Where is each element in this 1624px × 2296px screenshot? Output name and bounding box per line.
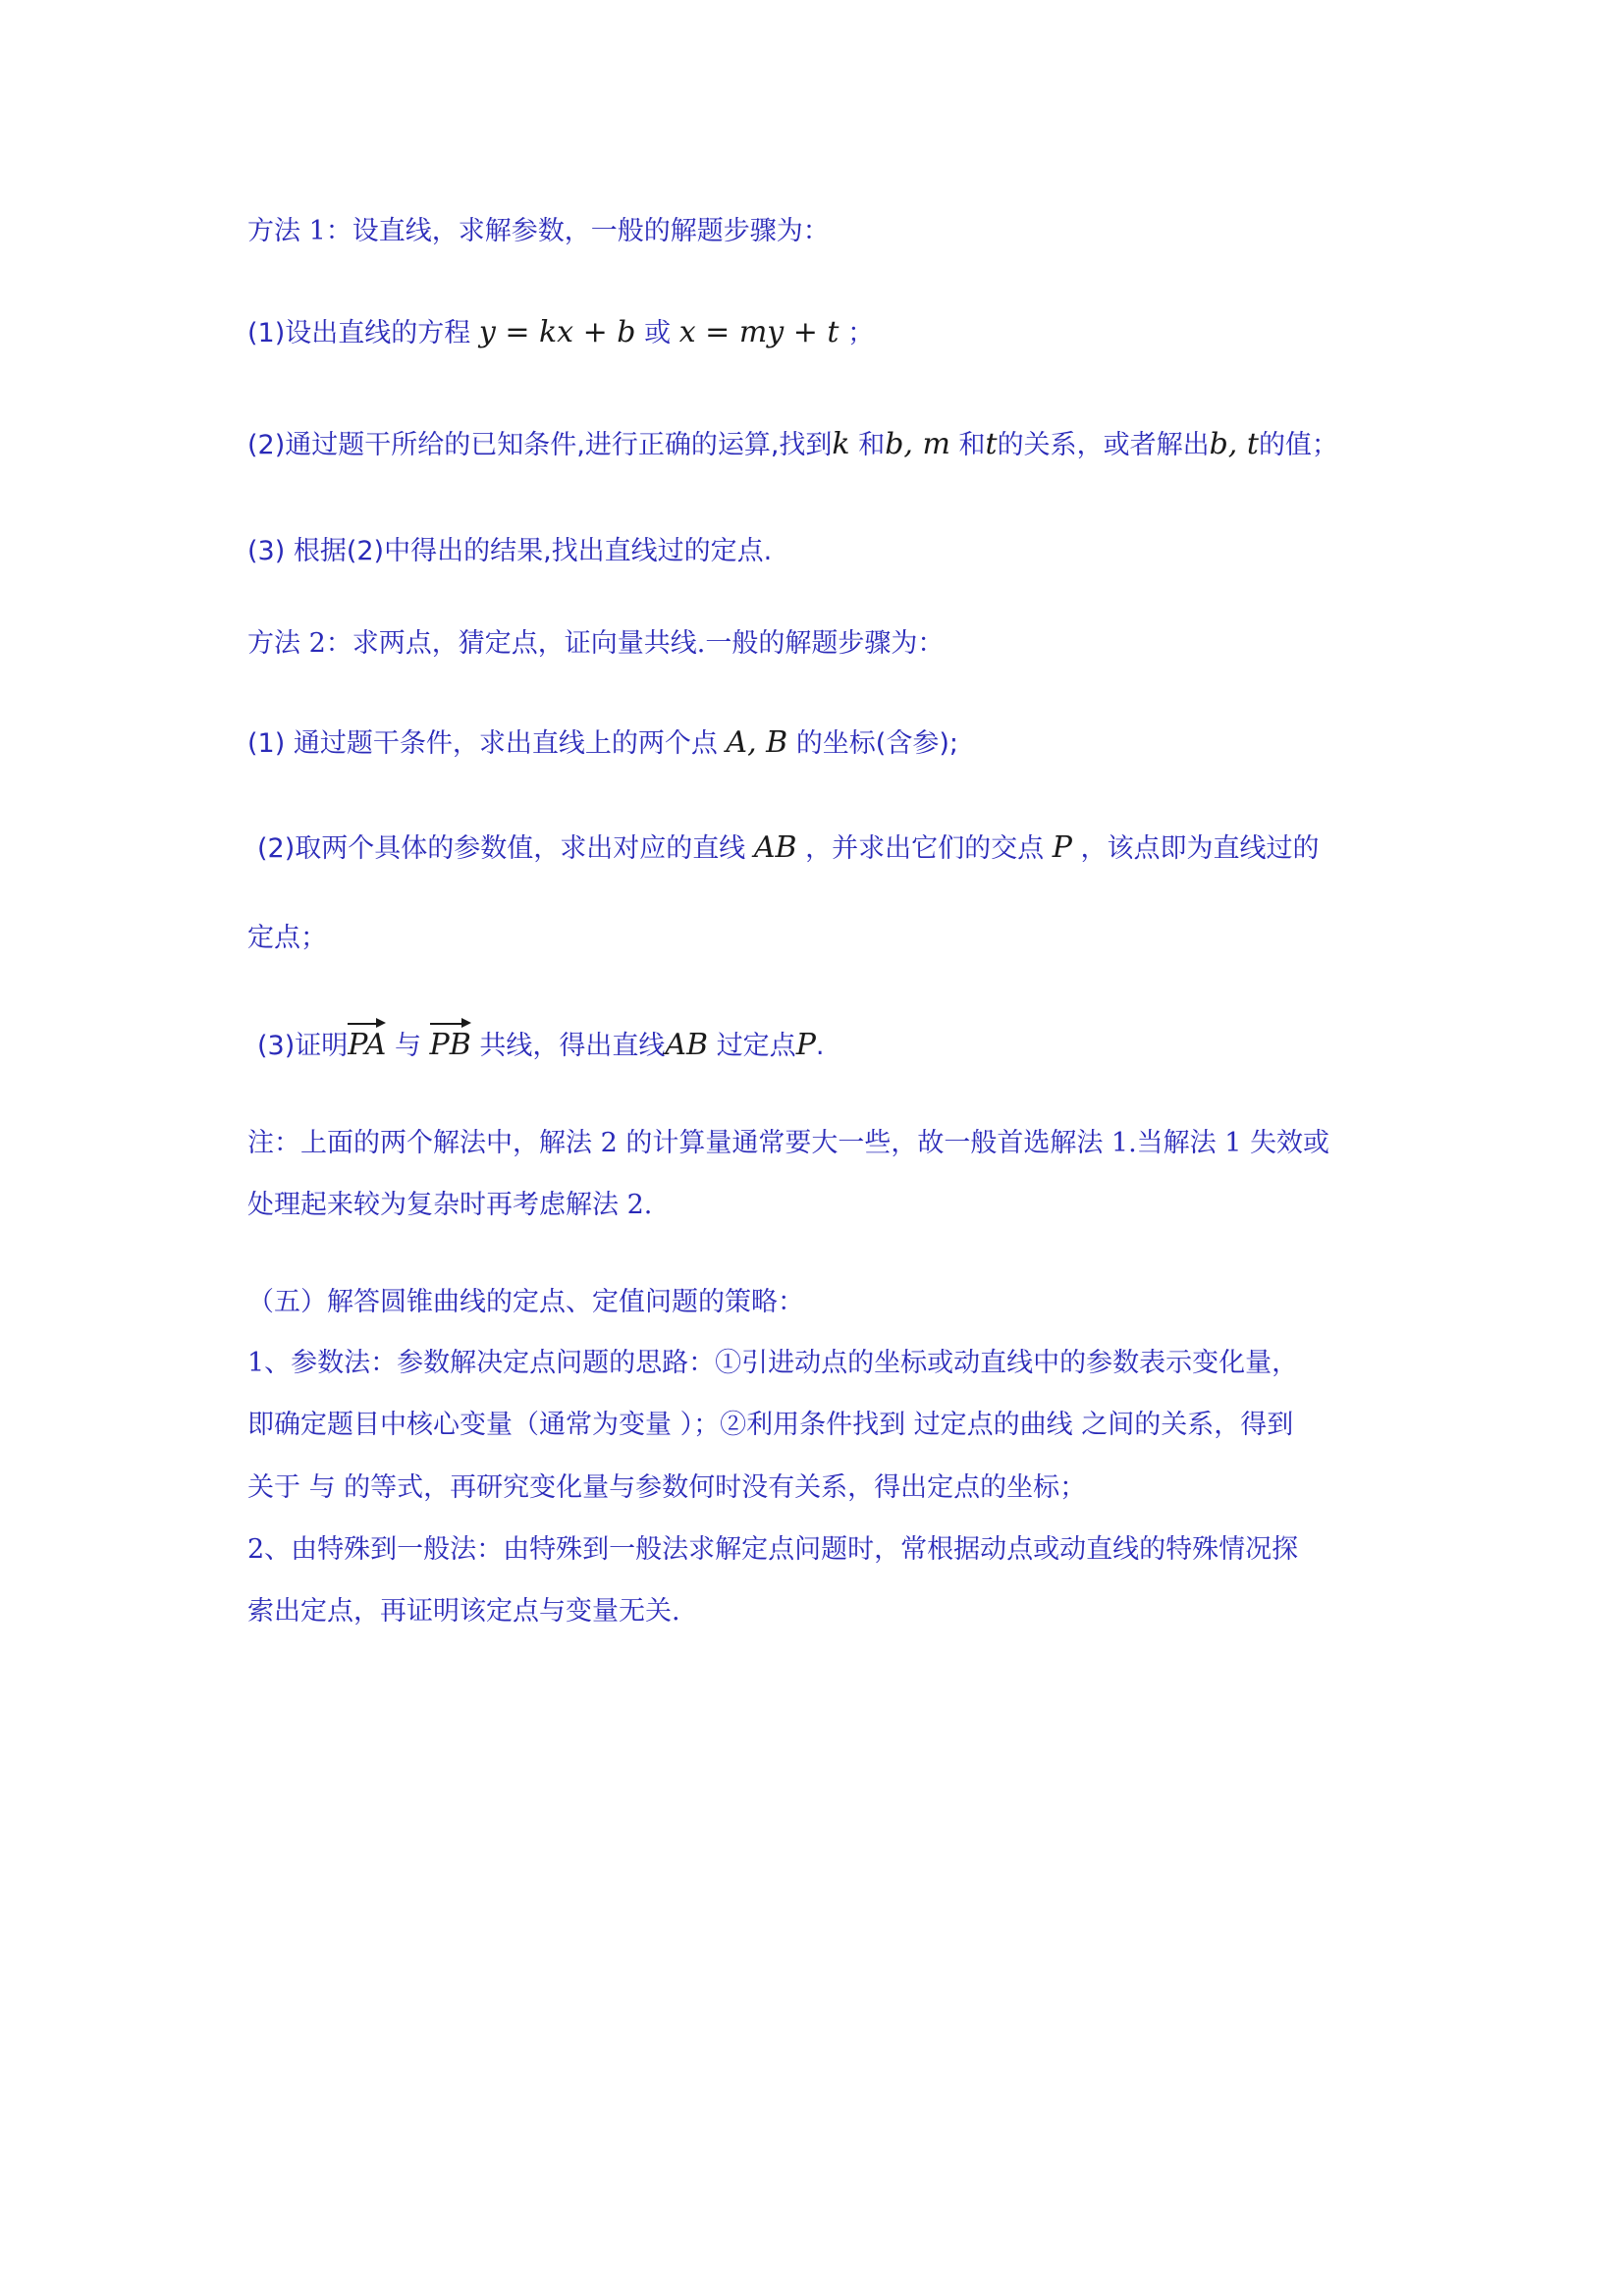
method-2-step-2-cont: 定点； (247, 923, 327, 953)
text: 或 (644, 318, 672, 348)
section-5-para-1-line-1: 1、参数法：参数解决定点问题的思路：①引进动点的坐标或动直线中的参数表示变化量， (247, 1348, 1299, 1378)
text: ； (847, 318, 875, 348)
math-t: t (985, 427, 998, 461)
text: 共线，得出直线 (479, 1031, 666, 1061)
text: 过定点 (716, 1031, 796, 1061)
method-1-step-2 (247, 428, 1386, 462)
note-line-1: 注：上面的两个解法中，解法 2 的计算量通常要大一些，故一般首选解法 1.当解法 1 失效或 (247, 1128, 1330, 1158)
method-1-step-3: (3) 根据(2)中得出的结果,找出直线过的定点. (247, 536, 773, 566)
section-5-para-2-line-2: 索出定点，再证明该定点与变量无关. (247, 1596, 680, 1627)
method-2-title: 方法 2：求两点，猜定点，证向量共线.一般的解题步骤为： (247, 628, 945, 659)
method-1-title: 方法 1：设直线，求解参数，一般的解题步骤为： (247, 216, 830, 246)
text: 与 (394, 1031, 421, 1061)
text: (2)取两个具体的参数值，求出对应的直线 (257, 833, 746, 864)
math-p: P (795, 1028, 816, 1062)
text: (2)通过题干所给的已知条件,进行正确的运算,找到 (247, 430, 833, 460)
math-p: P (1052, 830, 1072, 865)
text: ，并求出它们的交点 (805, 833, 1045, 864)
method-1-step-1 (247, 316, 1386, 350)
text: 的坐标(含参); (795, 728, 958, 759)
text: . (815, 1031, 825, 1061)
text: (1)设出直线的方程 (247, 318, 471, 348)
math-a-b: A, B (726, 725, 788, 760)
equation-y: y = kx + b (478, 315, 636, 349)
equation-x: x = my + t (678, 315, 839, 349)
section-5-para-1-line-3: 关于 与 的等式，再研究变化量与参数何时没有关系，得出定点的坐标； (247, 1472, 1087, 1503)
math-ab: AB (665, 1028, 709, 1062)
text: ，该点即为直线过的 (1080, 833, 1320, 864)
note-line-2: 处理起来较为复杂时再考虑解法 2. (247, 1190, 653, 1220)
text: (3)证明 (257, 1031, 349, 1061)
section-5-para-2-line-1: 2、由特殊到一般法：由特殊到一般法求解定点问题时，常根据动点或动直线的特殊情况探 (247, 1534, 1299, 1565)
vector-pb: PB (429, 1028, 471, 1062)
math-b-t: b, t (1209, 427, 1259, 461)
method-2-step-2 (257, 831, 1396, 866)
method-2-step-1 (247, 726, 1386, 761)
section-5-para-1-line-2: 即确定题目中核心变量（通常为变量 ）；②利用条件找到 过定点的曲线 之间的关系，得到 (247, 1410, 1294, 1440)
text: 的关系，或者解出 (997, 430, 1210, 460)
math-b-m: b, m (885, 427, 950, 461)
section-5-title: （五）解答圆锥曲线的定点、定值问题的策略： (247, 1287, 804, 1317)
text: (1) 通过题干条件，求出直线上的两个点 (247, 728, 718, 759)
method-2-step-3 (257, 1029, 1396, 1063)
text: 的值； (1258, 430, 1338, 460)
text: 和 (958, 430, 986, 460)
vector-pa: PA (348, 1028, 387, 1062)
math-k: k (832, 427, 850, 461)
text: 和 (858, 430, 886, 460)
math-ab: AB (753, 830, 797, 865)
